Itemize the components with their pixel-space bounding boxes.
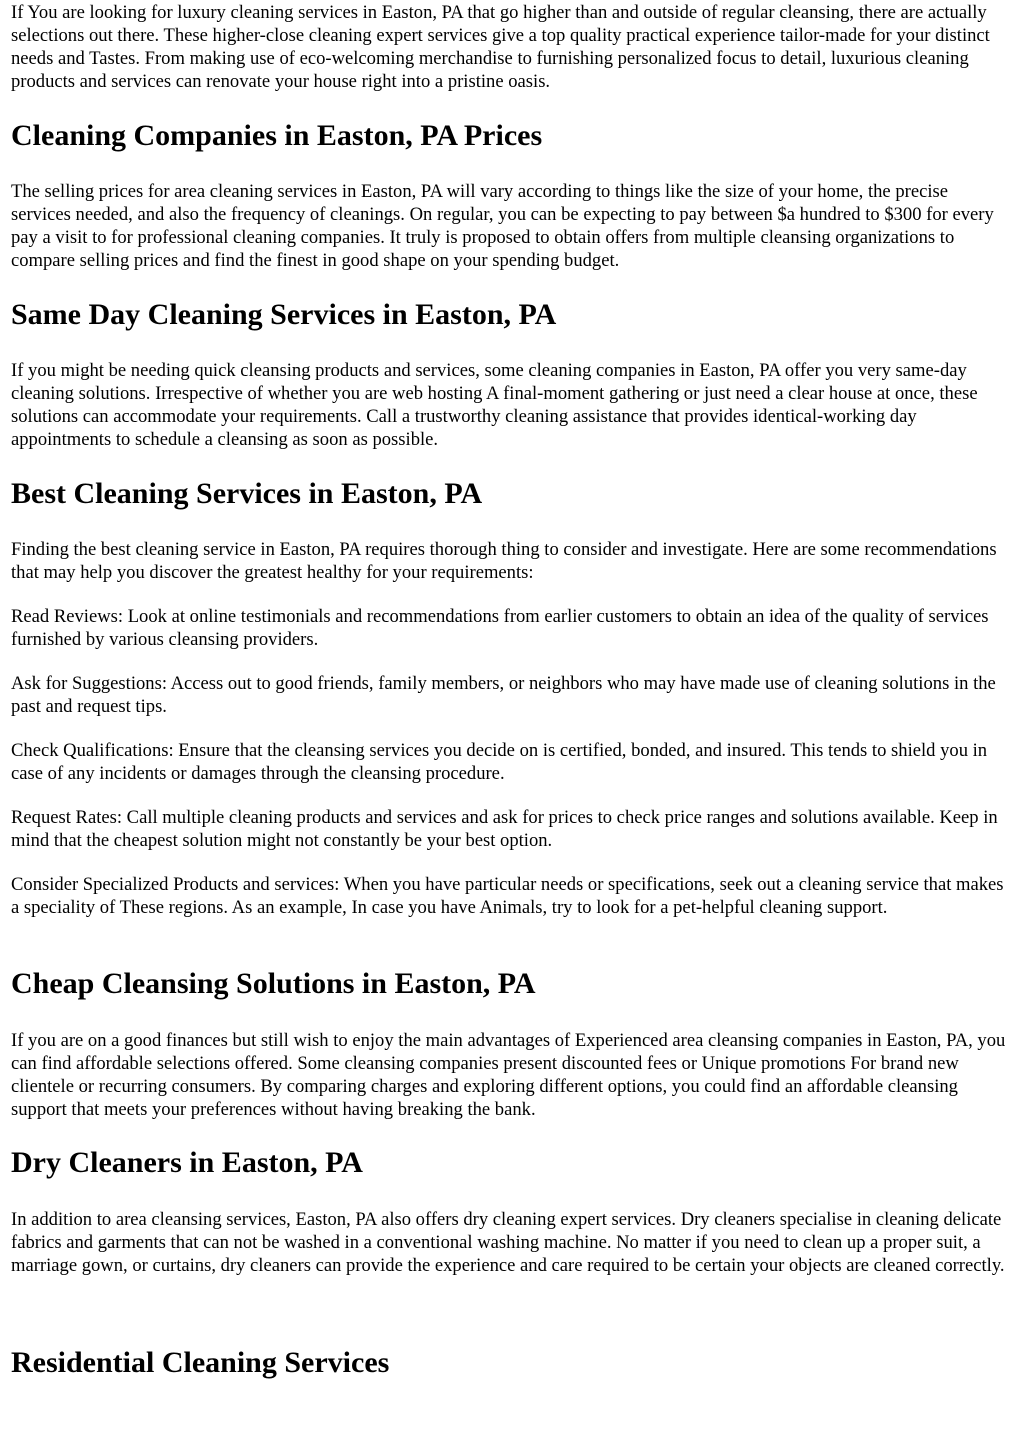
heading-best-services: Best Cleaning Services in Easton, PA <box>11 477 483 510</box>
paragraph-best-intro: Finding the best cleaning service in Easton, PA requires thorough thing to consider and investigate. Here are some recommendations that may help you discover the greatest healthy for your requirements: <box>11 539 997 583</box>
heading-dry-cleaners: Dry Cleaners in Easton, PA <box>11 1146 363 1179</box>
paragraph-cleaning-prices: The selling prices for area cleaning services in Easton, PA will vary according to things like the size of your home, the precise services needed, and also the frequency of cleanings. On regular, you can be expecting to pay between $a hundred to $300 for every pay a visit to for professional cleaning companies. It truly is proposed to obtain offers from multiple cleansing organizations to compare selling prices and find the finest in good shape on your spending budget. <box>11 181 994 271</box>
paragraph-check-qualifications: Check Qualifications: Ensure that the cleansing services you decide on is certified, bonded, and insured. This tends to shield you in case of any incidents or damages through the cleansing procedure. <box>11 740 988 784</box>
paragraph-request-rates: Request Rates: Call multiple cleaning products and services and ask for prices to check price ranges and solutions available. Keep in mind that the cheapest solution might not constantly be your best option. <box>11 807 998 851</box>
paragraph-read-reviews: Read Reviews: Look at online testimonials and recommendations from earlier customers to obtain an idea of the quality of services furnished by various cleansing providers. <box>11 606 989 650</box>
paragraph-specialized-services: Consider Specialized Products and services: When you have particular needs or specifications, seek out a cleaning service that makes a speciality of These regions. As an example, In case you have Animals, try to look for a pet-helpful cleaning support. <box>11 874 1004 918</box>
heading-same-day: Same Day Cleaning Services in Easton, PA <box>11 298 557 331</box>
heading-cheap-solutions: Cheap Cleansing Solutions in Easton, PA <box>11 967 536 1000</box>
paragraph-same-day: If you might be needing quick cleansing products and services, some cleaning companies in Easton, PA offer you very same-day cleaning solutions. Irrespective of whether you are web hosting A final-moment gathering or just need a clear house at once, these solutions can accommodate your requirements. Call a trustworthy cleaning assistance that provides identical-working day appointments to schedule a cleansing as soon as possible. <box>11 360 978 450</box>
paragraph-cheap-solutions: If you are on a good finances but still wish to enjoy the main advantages of Experienced area cleansing companies in Easton, PA, you can find affordable selections offered. Some cleansing companies present discounted fees or Unique promotions For brand new clientele or recurring consumers. By comparing charges and exploring different options, you could find an affordable cleansing support that meets your preferences without having breaking the bank. <box>11 1030 1006 1120</box>
paragraph-ask-suggestions: Ask for Suggestions: Access out to good friends, family members, or neighbors who may have made use of cleaning solutions in the past and request tips. <box>11 673 996 717</box>
paragraph-dry-cleaners: In addition to area cleansing services, Easton, PA also offers dry cleaning expert services. Dry cleaners specialise in cleaning delicate fabrics and garments that can not be washed in a conventional washing machine. No matter if you need to clean up a proper suit, a marriage gown, or curtains, dry cleaners can provide the experience and care required to be certain your objects are cleaned correctly. <box>11 1209 1005 1276</box>
heading-cleaning-prices: Cleaning Companies in Easton, PA Prices <box>11 119 543 152</box>
heading-residential: Residential Cleaning Services <box>11 1346 390 1379</box>
intro-paragraph: If You are looking for luxury cleaning services in Easton, PA that go higher than and outside of regular cleansing, there are actually selections out there. These higher-close cleaning expert services give a top quality practical experience tailor-made for your distinct needs and Tastes. From making use of eco-welcoming merchandise to furnishing personalized focus to detail, luxurious cleaning products and services can renovate your house right into a pristine oasis. <box>11 2 990 92</box>
